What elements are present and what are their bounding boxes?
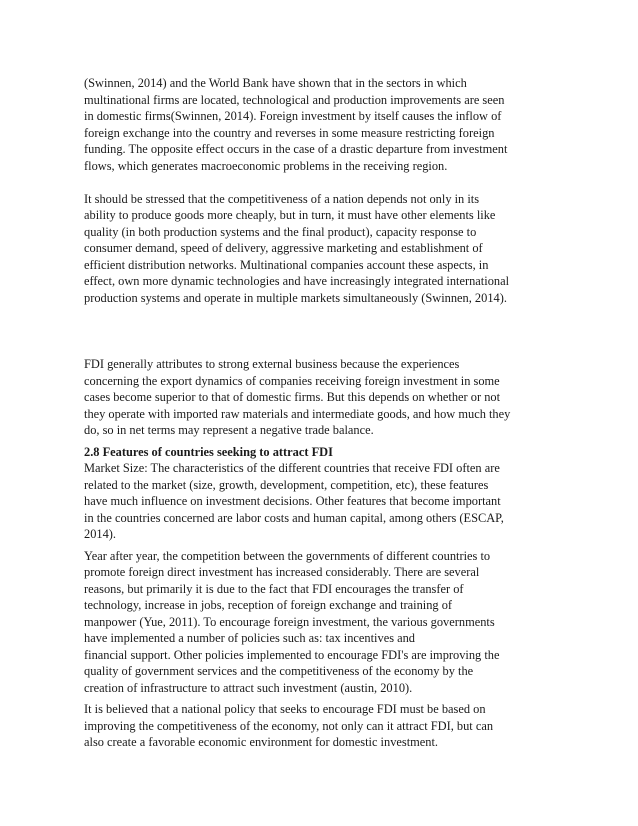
paragraph-1	[84, 75, 564, 174]
text-line: creation of infrastructure to attract such investment (austin, 2010).	[84, 680, 413, 695]
text-line: multinational firms are located, technological and production improvements are seen	[84, 92, 505, 107]
text-line: consumer demand, speed of delivery, aggressive marketing and establishment of	[84, 241, 483, 255]
section-paragraph-1	[84, 460, 564, 543]
text-line: funding. The opposite effect occurs in the case of a drastic departure from investment	[84, 142, 508, 156]
text-line: FDI generally attributes to strong external business because the experiences	[84, 357, 460, 371]
text-line: reasons, but primarily it is due to the fact that FDI encourages the transfer of	[84, 581, 464, 596]
text-line: do, so in net terms may represent a negative trade balance.	[84, 423, 374, 437]
text-line: Market Size: The characteristics of the different countries that receive FDI often are	[84, 461, 500, 475]
text-line: flows, which generates macroeconomic problems in the receiving region.	[84, 158, 448, 173]
document-body	[84, 75, 564, 751]
section-heading: 2.8 Features of countries seeking to attract FDI	[84, 444, 333, 459]
text-line: technology, increase in jobs, reception of foreign exchange and training of	[84, 598, 453, 612]
text-line: Year after year, the competition between the governments of different countries to	[84, 548, 491, 563]
text-line: quality (in both production systems and the final product), capacity response to	[84, 224, 477, 239]
text-line: production systems and operate in multiple markets simultaneously (Swinnen, 2014).	[84, 290, 507, 305]
text-line: promote foreign direct investment has increased considerably. There are several	[84, 565, 480, 579]
text-line: related to the market (size, growth, development, competition, etc), these features	[84, 477, 489, 492]
text-line: manpower (Yue, 2011). To encourage foreign investment, the various governments	[84, 614, 495, 629]
paragraph-spacer	[84, 174, 564, 191]
text-line: foreign exchange into the country and reverses in some measure restricting foreign	[84, 125, 495, 140]
text-line: in the countries concerned are labor costs and human capital, among others (ESCAP,	[84, 510, 504, 525]
paragraph-2	[84, 191, 564, 307]
section-paragraph-2	[84, 548, 564, 697]
text-line: improving the competitiveness of the economy, not only can it attract FDI, but can	[84, 718, 494, 733]
text-line: effect, own more dynamic technologies and have increasingly integrated international	[84, 274, 510, 288]
text-line: (Swinnen, 2014) and the World Bank have shown that in the sectors in which	[84, 76, 467, 90]
text-line: quality of government services and the competitiveness of the economy by the	[84, 664, 474, 678]
text-line: financial support. Other policies implemented to encourage FDI's are improving the	[84, 647, 500, 662]
text-line: have implemented a number of policies such as: tax incentives and	[84, 631, 416, 645]
text-line: cases become superior to that of domestic firms. But this depends on whether or not	[84, 390, 501, 404]
section-paragraph-3	[84, 701, 564, 751]
text-line: ability to produce goods more cheaply, but in turn, it must have other elements like	[84, 208, 496, 222]
text-line: also create a favorable economic environment for domestic investment.	[84, 735, 439, 749]
text-line: efficient distribution networks. Multinational companies account these aspects, in	[84, 257, 489, 272]
text-line: It should be stressed that the competitiveness of a nation depends not only in its	[84, 191, 480, 206]
text-line: they operate with imported raw materials and intermediate goods, and how much they	[84, 406, 511, 421]
text-line: have much influence on investment decisions. Other features that become important	[84, 494, 501, 508]
paragraph-3	[84, 356, 564, 439]
text-line: concerning the export dynamics of companies receiving foreign investment in some	[84, 373, 500, 388]
text-line: in domestic firms(Swinnen, 2014). Foreign investment by itself causes the inflow of	[84, 109, 502, 123]
text-line: It is believed that a national policy that seeks to encourage FDI must be based on	[84, 702, 486, 716]
paragraph-spacer	[84, 306, 564, 356]
text-line: 2014).	[84, 527, 117, 541]
